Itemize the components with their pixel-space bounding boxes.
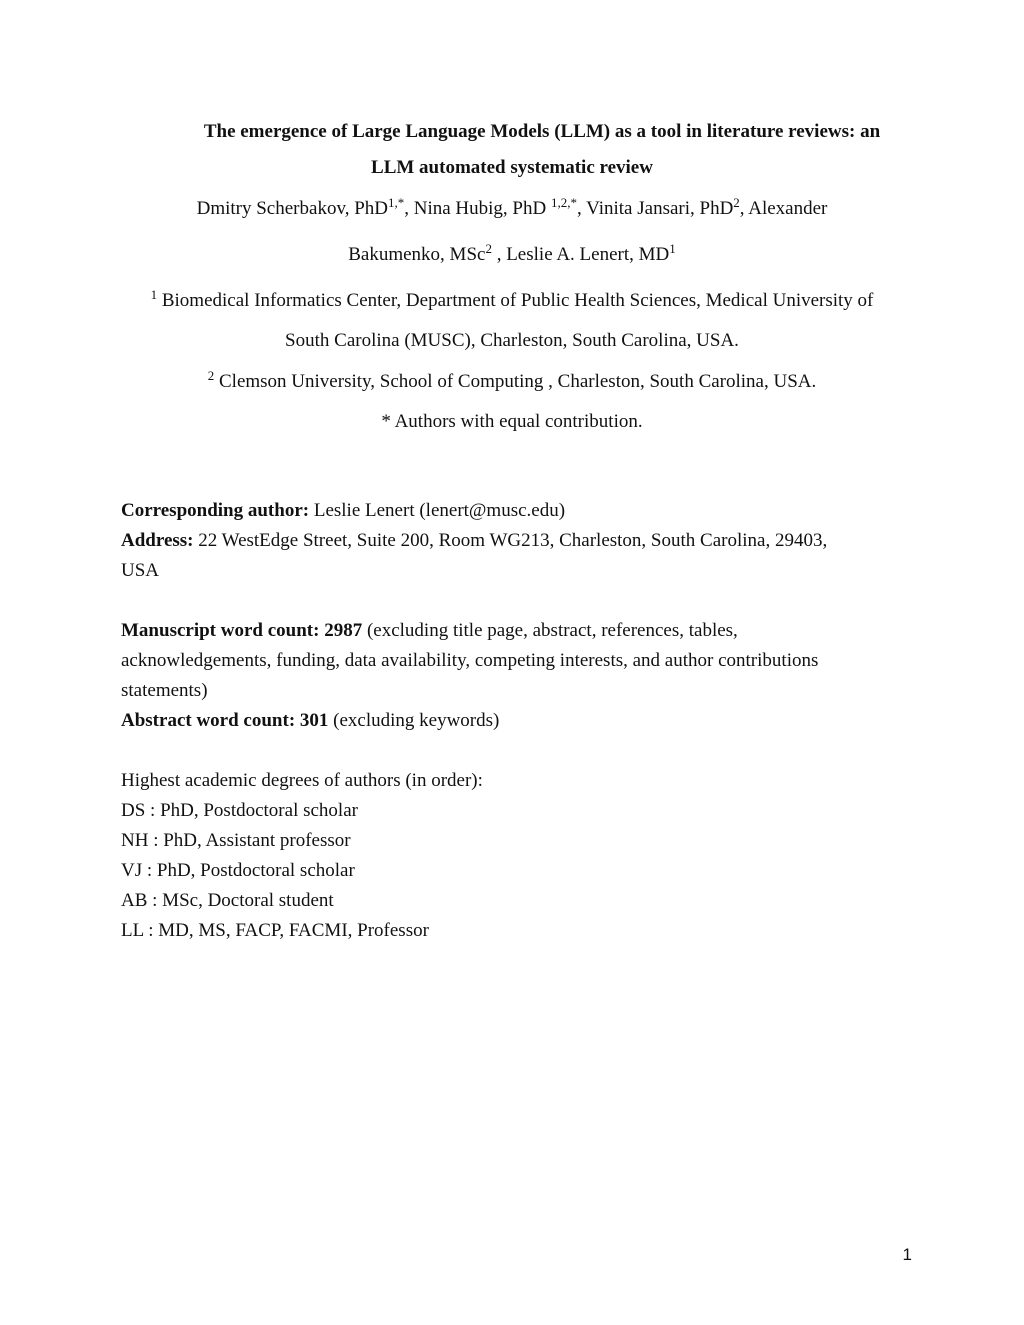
affiliation-2 xyxy=(0,368,1024,393)
author-affiliation-marker: 1,2,* xyxy=(550,195,577,210)
author-name: , Alexander xyxy=(739,198,828,219)
author-affiliation-marker: 2 xyxy=(485,241,492,256)
manuscript-word-count xyxy=(121,620,738,642)
affiliation-1-line-2: South Carolina (MUSC), Charleston, South Carolina, USA. xyxy=(285,330,739,351)
title-line-2: LLM automated systematic review xyxy=(371,157,653,178)
author-name: , Vinita Jansari, PhD xyxy=(576,198,734,219)
abstract-word-count-note: (excluding keywords) xyxy=(328,710,500,731)
address-value: 22 WestEdge Street, Suite 200, Room WG213, Charleston, South Carolina, 29403, xyxy=(193,530,828,551)
author-name: Dmitry Scherbakov, PhD xyxy=(196,198,388,219)
affiliation-1-line-1 xyxy=(0,287,1024,312)
equal-contribution-note: * Authors with equal contribution. xyxy=(381,411,643,432)
author-affiliation-marker: 1,* xyxy=(388,195,405,210)
author-name: Bakumenko, MSc xyxy=(348,244,486,265)
affiliation-marker: 2 xyxy=(207,368,215,383)
abstract-word-count-label: Abstract word count: 301 xyxy=(121,710,329,731)
manuscript-word-count-label: Manuscript word count: 2987 xyxy=(121,620,363,641)
degree-item: DS : PhD, Postdoctoral scholar xyxy=(121,800,358,821)
authors-line-1 xyxy=(0,195,1024,220)
degree-item: VJ : PhD, Postdoctoral scholar xyxy=(121,860,355,881)
corresponding-author-value: Leslie Lenert (lenert@musc.edu) xyxy=(309,500,566,521)
abstract-word-count xyxy=(121,710,499,732)
address xyxy=(121,530,827,552)
author-affiliation-marker: 2 xyxy=(733,195,740,210)
degrees-heading: Highest academic degrees of authors (in order): xyxy=(121,770,483,791)
affiliation-text: Clemson University, School of Computing , Charleston, South Carolina, USA. xyxy=(214,371,817,392)
address-country: USA xyxy=(121,560,160,581)
author-name: , Leslie A. Lenert, MD xyxy=(491,244,670,265)
affiliation-marker: 1 xyxy=(150,287,158,302)
degree-item: LL : MD, MS, FACP, FACMI, Professor xyxy=(121,920,429,941)
author-name: , Nina Hubig, PhD xyxy=(404,198,551,219)
authors-line-2 xyxy=(0,241,1024,266)
manuscript-word-count-note: (excluding title page, abstract, references, tables, xyxy=(362,620,738,641)
corresponding-author xyxy=(121,500,565,522)
corresponding-author-label: Corresponding author: xyxy=(121,500,310,521)
title-line-1: The emergence of Large Language Models (LLM) as a tool in literature reviews: an xyxy=(203,121,881,142)
manuscript-word-count-note-3: statements) xyxy=(121,680,208,701)
affiliation-text: Biomedical Informatics Center, Department of Public Health Sciences, Medical University of xyxy=(157,290,874,311)
degree-item: NH : PhD, Assistant professor xyxy=(121,830,351,851)
author-affiliation-marker: 1 xyxy=(669,241,676,256)
manuscript-word-count-note-2: acknowledgements, funding, data availability, competing interests, and author contributions xyxy=(121,650,819,671)
degree-item: AB : MSc, Doctoral student xyxy=(121,890,334,911)
page-number: 1 xyxy=(902,1245,912,1264)
address-label: Address: xyxy=(121,530,194,551)
